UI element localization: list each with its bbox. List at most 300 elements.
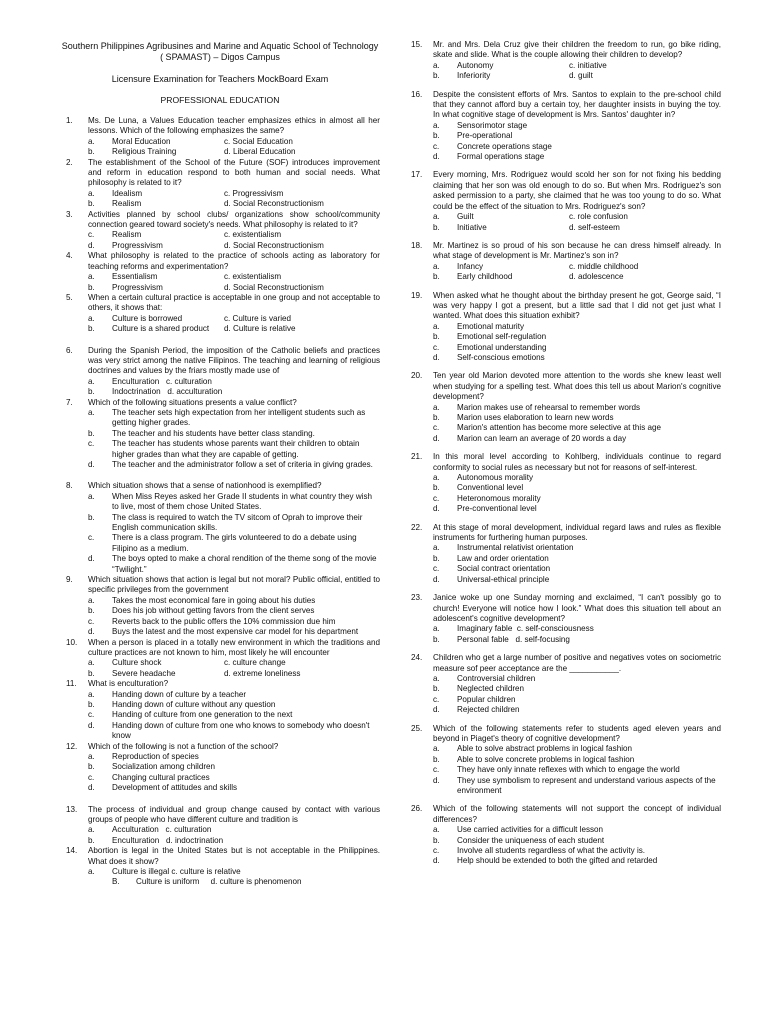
answer-choice: [88, 773, 380, 783]
answer-choice: [88, 408, 380, 429]
choice-text: Controversial children: [457, 673, 536, 683]
question-stem: Mr. Martinez is so proud of his son because he can dress himself already. In what stage of development is Mr. Martinez's son in?: [433, 240, 721, 261]
choice-text: Initiative: [457, 222, 487, 232]
answer-choice: [433, 131, 721, 141]
answer-choice: [433, 343, 721, 353]
choice-letter: a.: [88, 136, 95, 146]
answer-choice: [88, 137, 224, 147]
choice-text: Reproduction of species: [112, 751, 199, 761]
answer-choice: [433, 71, 569, 81]
answer-choice: [433, 152, 721, 162]
choice-letter: c.: [433, 564, 440, 574]
choice-letter: d.: [433, 775, 440, 785]
answer-choice: [433, 564, 721, 574]
question-stem: Which situation shows that action is legal but not moral? Public official, entitled to specific privileges from the government: [88, 575, 380, 595]
answer-row: [88, 314, 380, 324]
answer-choice: [88, 314, 224, 324]
answer-row: [433, 624, 721, 634]
choice-letter: c.: [433, 846, 440, 856]
answer-row: [88, 836, 380, 846]
choice-text: Personal fable d. self-focusing: [457, 634, 570, 644]
choice-letter: b.: [88, 282, 95, 292]
choice-text: Sensorimotor stage: [457, 120, 528, 130]
answer-choice: [433, 554, 721, 564]
choice-text: Marion uses elaboration to learn new words: [457, 413, 614, 422]
question-stem: When a person is placed in a totally new environment in which the traditions and culture practices are not known to him, most likely he will encounter: [88, 637, 380, 657]
choice-letter: d.: [88, 783, 95, 793]
question-item: [60, 805, 380, 847]
choice-text: Instrumental relativist orientation: [457, 543, 574, 553]
answer-choice: [88, 752, 380, 762]
choice-text: Emotional self-regulation: [457, 332, 547, 342]
answer-choice: [433, 121, 721, 131]
choice-letter: b.: [88, 762, 95, 772]
choice-letter: c.: [433, 342, 440, 352]
answer-choice: [88, 147, 224, 157]
answer-choice-alt: d. Liberal Education: [224, 147, 296, 157]
choice-letter: a.: [88, 376, 95, 386]
choice-text: Pre-operational: [457, 131, 513, 141]
question-item: [405, 291, 721, 364]
choice-text: The class is required to watch the TV sitcom of Oprah to improve their English communication skills.: [112, 512, 363, 533]
choice-text: Imaginary fable c. self-consciousness: [457, 624, 594, 634]
choice-letter: d.: [88, 627, 95, 637]
choice-text: Realism: [112, 199, 142, 209]
choice-letter: a.: [433, 261, 440, 271]
answer-row: [88, 283, 380, 293]
choice-letter: a.: [433, 120, 440, 130]
choice-letter: b.: [433, 332, 440, 342]
choice-text: Pre-conventional level: [457, 504, 537, 514]
answer-choice: [88, 460, 380, 470]
choice-letter: a.: [433, 60, 440, 70]
question-item: [405, 371, 721, 444]
choice-text: Formal operations stage: [457, 152, 545, 162]
choice-text: Handing down of culture without any question: [112, 699, 276, 709]
answer-choice: [433, 272, 569, 282]
answer-row: [88, 230, 380, 240]
answer-choice-alt: d. self-esteem: [569, 222, 620, 232]
answer-choice: [88, 669, 224, 679]
question-stem: During the Spanish Period, the imposition of the Catholic beliefs and practices was very strict among the native Filipinos. The teaching and learning of religious doctrines and values by the friars mostly made use of: [88, 345, 380, 376]
question-number: 22.: [411, 522, 423, 532]
question-stem: At this stage of moral development, individual regard laws and rules as flexible instruments for furthering human purposes.: [433, 522, 721, 543]
answer-choice: [433, 705, 721, 715]
answer-row: [88, 867, 380, 877]
answer-choice: [433, 322, 721, 332]
choice-letter: d.: [88, 720, 95, 730]
answer-row: [433, 635, 721, 645]
answer-row: [88, 147, 380, 157]
answer-choice: [88, 721, 380, 742]
choice-text: When Miss Reyes asked her Grade II students in what country they wish to live, most of them chose United States.: [112, 491, 373, 512]
answer-choice: [88, 283, 224, 293]
choice-letter: a.: [88, 272, 95, 282]
choice-text: Guilt: [457, 212, 474, 222]
choice-letter: d.: [433, 504, 440, 514]
choice-letter: d.: [88, 240, 95, 250]
question-number: 21.: [411, 452, 423, 462]
choice-letter: c.: [88, 616, 95, 626]
choice-letter: b.: [88, 324, 95, 334]
choice-text: Severe headache: [112, 668, 176, 678]
answer-row: [88, 825, 380, 835]
choice-text: Marion can learn an average of 20 words a day: [457, 433, 627, 443]
choice-letter: a.: [433, 744, 440, 754]
choice-text: Reverts back to the public offers the 10% commission due him: [112, 616, 336, 626]
choice-letter: c.: [88, 230, 95, 240]
question-number: 2.: [66, 157, 73, 167]
choice-letter: b.: [433, 754, 440, 764]
question-item: [60, 251, 380, 293]
choice-letter: c.: [88, 710, 95, 720]
question-stem: When asked what he thought about the birthday present he got, George said, “I was very happy I got a present, but a little sad that I did not get just what I wanted. What does this situation exhibit?: [433, 290, 721, 321]
question-number: 13.: [66, 804, 78, 814]
question-item: [60, 210, 380, 252]
choice-letter: c.: [88, 439, 95, 449]
answer-choice: [88, 596, 380, 606]
choice-text: Social contract orientation: [457, 564, 551, 574]
answer-row: [433, 223, 721, 233]
answer-choice: [88, 230, 224, 240]
choice-letter: d.: [433, 433, 440, 443]
question-item: [60, 158, 380, 210]
answer-choice: [433, 575, 721, 585]
question-stem: The establishment of the School of the Future (SOF) introduces improvement and reform in education respond to both human and social needs. What philosophy is related to it?: [88, 157, 380, 188]
choice-letter: a.: [433, 212, 440, 222]
question-number: 14.: [66, 846, 78, 856]
answer-row: [433, 71, 721, 81]
answer-choice: [88, 189, 224, 199]
answer-choice: [88, 199, 224, 209]
question-number: 20.: [411, 371, 423, 381]
choice-text: The teacher has students whose parents want their children to obtain higher grades than what they are capable of getting.: [112, 439, 360, 459]
choice-letter: d.: [433, 856, 440, 866]
answer-choice: [433, 856, 721, 866]
answer-choice: [88, 710, 380, 720]
choice-text: Marion's attention has become more selective at this age: [457, 423, 661, 433]
question-number: 8.: [66, 481, 73, 491]
choice-text: Self-conscious emotions: [457, 352, 545, 362]
question-number: 18.: [411, 240, 423, 250]
choice-text: Realism: [112, 230, 142, 240]
choice-letter: c.: [433, 765, 440, 775]
question-number: 16.: [411, 89, 423, 99]
choice-text: Law and order orientation: [457, 553, 549, 563]
question-item: [60, 346, 380, 398]
choice-letter: a.: [88, 825, 95, 835]
choice-letter: a.: [88, 491, 95, 501]
question-stem: Ten year old Marion devoted more attention to the words she knew least well when studying for a spelling test. What does this tell us about Marion's cognitive development?: [433, 371, 721, 402]
question-stem: Which of the following is not a function of the school?: [88, 741, 279, 751]
answer-choice-alt: d. Social Reconstructionism: [224, 282, 324, 292]
question-number: 12.: [66, 741, 78, 751]
question-number: 9.: [66, 575, 73, 585]
choice-letter: a.: [433, 402, 440, 412]
question-number: 15.: [411, 40, 423, 49]
choice-letter: d.: [433, 574, 440, 584]
choice-text: The boys opted to make a choral rendition of the theme song of the movie “Twilight.”: [112, 554, 377, 574]
choice-letter: b.: [433, 483, 440, 493]
answer-choice: [433, 744, 721, 754]
choice-letter: a.: [433, 473, 440, 483]
choice-letter: a.: [88, 407, 95, 417]
answer-choice: [433, 212, 569, 222]
answer-choice: [88, 439, 380, 460]
choice-letter: d.: [433, 705, 440, 715]
answer-row: [88, 241, 380, 251]
question-stem: Which of the following situations presents a value conflict?: [88, 397, 297, 407]
answer-choice-alt: c. role confusion: [569, 212, 628, 222]
choice-text: Handing down of culture from one who knows to somebody who doesn't know: [112, 720, 370, 741]
answer-choice-alt: d. Social Reconstructionism: [224, 240, 324, 250]
answer-choice: [88, 606, 380, 616]
choice-text: Idealism: [112, 188, 143, 198]
answer-choice: [433, 755, 721, 765]
answer-choice: [433, 353, 721, 363]
choice-letter: a.: [88, 867, 95, 877]
choice-text: Takes the most economical fare in going about his duties: [112, 595, 316, 605]
choice-text: Inferiority: [457, 71, 491, 81]
answer-choice-alt: d. Social Reconstructionism: [224, 199, 324, 209]
choice-text: Religious Training: [112, 147, 177, 157]
choice-text: Consider the uniqueness of each student: [457, 835, 605, 845]
choice-text: Enculturation c. culturation: [112, 376, 212, 386]
answer-choice-alt: d. Culture is relative: [224, 324, 296, 334]
choice-text: Able to solve abstract problems in logical fashion: [457, 744, 633, 754]
choice-letter: b.: [88, 512, 95, 522]
answer-row: [433, 272, 721, 282]
answer-choice: [88, 241, 224, 251]
answer-row: [88, 877, 380, 887]
answer-choice: [88, 429, 380, 439]
answer-choice-alt: d. adolescence: [569, 272, 624, 282]
choice-text: Progressivism: [112, 282, 163, 292]
answer-choice: [433, 825, 721, 835]
question-number: 17.: [411, 170, 423, 180]
choice-text: They have only innate reflexes with which to engage the world: [457, 765, 680, 775]
choice-text: The teacher and his students have better class standing.: [112, 428, 315, 438]
question-item: [60, 481, 380, 575]
choice-letter: c.: [433, 141, 440, 151]
answer-choice: [88, 554, 380, 575]
answer-choice: [433, 846, 721, 856]
answer-choice: [88, 272, 224, 282]
choice-letter: d.: [88, 554, 95, 564]
question-stem: Mr. and Mrs. Dela Cruz give their children the freedom to run, go bike riding, skate and slide. What is the couple allowing their children to develop?: [433, 40, 721, 60]
question-item: [60, 575, 380, 637]
question-number: 7.: [66, 397, 73, 407]
question-stem: What is enculturation?: [88, 679, 169, 689]
choice-letter: b.: [433, 684, 440, 694]
answer-choice-alt: c. initiative: [569, 60, 607, 70]
question-item: [405, 40, 721, 82]
choice-text: Infancy: [457, 261, 484, 271]
answer-row: [88, 272, 380, 282]
choice-letter: b.: [88, 199, 95, 209]
answer-choice: [433, 836, 721, 846]
answer-choice: [433, 473, 721, 483]
answer-choice-alt: c. culture change: [224, 658, 286, 668]
answer-choice: [88, 513, 380, 534]
question-stem: Janice woke up one Sunday morning and exclaimed, “I can't possibly go to church! Everyone will notice how I look.” What does this situation tell about an adolescent's cognitive development?: [433, 593, 721, 623]
answer-choice: [433, 674, 721, 684]
choice-letter: b.: [88, 835, 95, 845]
answer-choice: [433, 684, 721, 694]
choice-letter: a.: [88, 188, 95, 198]
choice-text: Autonomy: [457, 60, 494, 70]
question-item: [60, 742, 380, 794]
answer-choice: [433, 776, 721, 797]
question-number: 11.: [66, 679, 77, 689]
choice-text: The teacher and the administrator follow a set of criteria in giving grades.: [112, 460, 373, 469]
answer-choice: [433, 543, 721, 553]
choice-text: Emotional maturity: [457, 321, 525, 331]
choice-letter: b.: [88, 668, 95, 678]
choice-text: Culture is a shared product: [112, 324, 210, 334]
answer-choice: [433, 423, 721, 433]
choice-letter: b.: [88, 699, 95, 709]
answer-choice-alt: c. Progressivism: [224, 188, 284, 198]
question-stem: Which situation shows that a sense of nationhood is exemplified?: [88, 481, 322, 491]
answer-row: [88, 377, 380, 387]
answer-row: [88, 189, 380, 199]
question-number: 6.: [66, 345, 73, 355]
choice-letter: a.: [88, 658, 95, 668]
question-item: [405, 804, 721, 866]
question-number: 25.: [411, 723, 423, 733]
choice-letter: a.: [433, 673, 440, 683]
choice-letter: b.: [88, 387, 95, 397]
question-item: [405, 241, 721, 283]
choice-letter: a.: [433, 624, 440, 634]
question-stem: Ms. De Luna, a Values Education teacher emphasizes ethics in almost all her lessons. Which of the following emphasizes the same?: [88, 116, 380, 136]
question-number: 23.: [411, 593, 423, 603]
question-number: 3.: [66, 209, 73, 219]
question-stem: The process of individual and group change caused by contact with various groups of people who have different culture and tradition is: [88, 804, 380, 824]
choice-letter: a.: [88, 313, 95, 323]
choice-text: Culture is uniform d. culture is phenomenon: [136, 877, 302, 887]
choice-text: Buys the latest and the most expensive car model for his department: [112, 627, 359, 637]
question-item: [405, 452, 721, 514]
question-item: [405, 90, 721, 163]
answer-choice: [433, 223, 569, 233]
answer-choice: [433, 61, 569, 71]
choice-text: Does his job without getting favors from the client serves: [112, 606, 315, 616]
choice-letter: a.: [433, 321, 440, 331]
school-name: Southern Philippines Agribusines and Marine and Aquatic School of Technology ( SPAMAST) – Digos Campus: [61, 41, 379, 62]
answer-choice: [433, 434, 721, 444]
question-stem: In this moral level according to Kohlberg, individuals continue to regard conformity to social rules as necessary but not for reasons of self-interest.: [433, 452, 721, 472]
answer-row: [88, 387, 380, 397]
question-item: [60, 679, 380, 741]
choice-text: Progressivism: [112, 240, 163, 250]
answer-row: [433, 262, 721, 272]
choice-letter: a.: [88, 595, 95, 605]
question-item: [60, 846, 380, 888]
choice-text: Indoctrination d. acculturation: [112, 387, 223, 397]
choice-letter: d.: [88, 460, 95, 469]
question-stem: What philosophy is related to the practice of schools acting as laboratory for teaching reforms and experimentation?: [88, 251, 380, 271]
answer-choice: [88, 690, 380, 700]
choice-letter: b.: [88, 606, 95, 616]
choice-letter: b.: [433, 634, 440, 644]
choice-text: Popular children: [457, 694, 516, 704]
answer-row: [433, 212, 721, 222]
answer-choice: [433, 483, 721, 493]
answer-choice: [433, 413, 721, 423]
exam-title: Licensure Examination for Teachers MockBoard Exam: [111, 74, 329, 84]
question-item: [60, 116, 380, 158]
choice-letter: B.: [112, 877, 120, 887]
choice-letter: b.: [433, 272, 440, 282]
answer-row: [88, 199, 380, 209]
question-stem: Which of the following statements refer to students aged eleven years and beyond in Piaget's theory of cognitive development?: [433, 723, 721, 743]
question-item: [60, 638, 380, 680]
choice-letter: a.: [88, 751, 95, 761]
answer-choice: [88, 533, 380, 554]
choice-text: Help should be extended to both the gifted and retarded: [457, 856, 658, 866]
choice-text: Heteronomous morality: [457, 493, 541, 503]
choice-text: There is a class program. The girls volunteered to do a debate using Filipino as a medium.: [112, 533, 357, 553]
question-stem: Abortion is legal in the United States but is not acceptable in the Philippines. What does it show?: [88, 846, 380, 866]
choice-text: Marion makes use of rehearsal to remember words: [457, 402, 641, 412]
choice-text: Moral Education: [112, 136, 171, 146]
answer-choice-alt: c. existentialism: [224, 230, 282, 240]
choice-text: Handing of culture from one generation to the next: [112, 710, 293, 720]
choice-text: Culture is illegal c. culture is relative: [112, 867, 241, 877]
choice-text: They use symbolism to represent and understand various aspects of the environment: [457, 775, 716, 795]
answer-row: [88, 669, 380, 679]
answer-choice: [88, 492, 380, 513]
choice-text: Enculturation d. indoctrination: [112, 835, 224, 845]
answer-choice-alt: c. Social Education: [224, 136, 293, 146]
question-item: [405, 593, 721, 645]
left-column: [60, 0, 380, 888]
choice-letter: d.: [433, 352, 440, 362]
answer-choice-alt: c. existentialism: [224, 272, 282, 282]
choice-text: Changing cultural practices: [112, 772, 210, 782]
choice-text: Autonomous morality: [457, 473, 534, 483]
question-stem: When a certain cultural practice is acceptable in one group and not acceptable to others, it shows that:: [88, 292, 380, 313]
question-item: [405, 170, 721, 232]
choice-text: Socialization among children: [112, 762, 216, 772]
answer-row: [88, 658, 380, 668]
question-number: 5.: [66, 292, 73, 302]
choice-letter: b.: [433, 413, 440, 422]
answer-row: [433, 61, 721, 71]
choice-text: Emotional understanding: [457, 342, 547, 352]
choice-text: Able to solve concrete problems in logical fashion: [457, 754, 635, 764]
answer-choice-alt: d. extreme loneliness: [224, 668, 301, 678]
answer-choice: [433, 262, 569, 272]
choice-text: Development of attitudes and skills: [112, 783, 238, 793]
question-item: [60, 398, 380, 471]
choice-letter: b.: [433, 835, 440, 845]
choice-text: Culture is borrowed: [112, 313, 183, 323]
question-stem: Activities planned by school clubs/ organizations show school/community connection geared toward society's needs. What philosophy is related to it?: [88, 209, 380, 230]
question-item: [405, 724, 721, 797]
question-number: 26.: [411, 804, 423, 814]
choice-text: Rejected children: [457, 705, 520, 715]
choice-text: Essentialism: [112, 272, 158, 282]
answer-row: [88, 324, 380, 334]
choice-letter: c.: [88, 533, 95, 543]
question-stem: Despite the consistent efforts of Mrs. Santos to explain to the pre-school child that they cannot afford buy a certain toy, her daughter insists in buying the toy. In what cognitive stage of development is Mrs. Santos' daughter in?: [433, 89, 721, 120]
choice-text: Early childhood: [457, 272, 513, 282]
choice-text: Culture shock: [112, 658, 162, 668]
answer-choice: [88, 783, 380, 793]
